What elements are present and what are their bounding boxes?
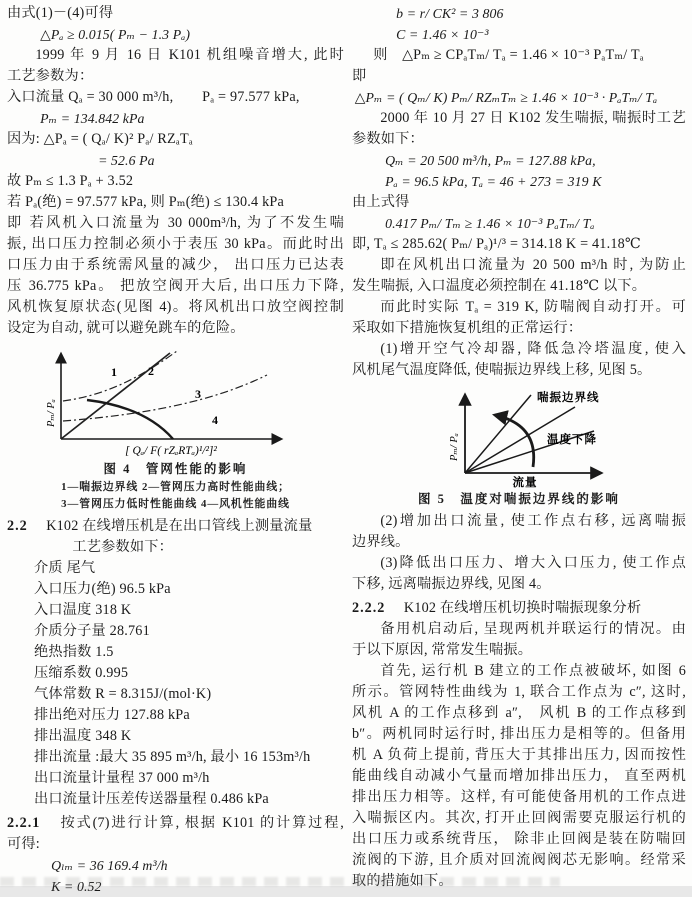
figure-4-y-axis-label: Pₘ/ Pₐ — [45, 399, 57, 427]
text-line: 1999 年 9 月 16 日 K101 机组噪音增大, 此时 — [35, 47, 344, 63]
text-line: 排出温度 348 K — [33, 728, 132, 744]
text-line: 发生喘振, 入口温度必须控制在 41.18℃ 以下。 — [352, 278, 647, 294]
text-line: 首先, 运行机 B 建立的工作点被破坏, 如图 6 — [380, 663, 686, 679]
curve-4-label: 4 — [211, 413, 218, 427]
text-line: Pₐ = 96.5 kPa, Tₐ = 46 + 273 = 319 K — [385, 174, 602, 189]
text-line: △Pₐ ≥ 0.015( Pₘ − 1.3 Pₐ) — [40, 27, 191, 42]
text-line: 工艺参数为： — [7, 68, 94, 84]
right-text-block-1 — [352, 3, 686, 381]
text-line: 而此时实际 Tₐ = 319 K, 防喘阀自动打开。可 — [380, 299, 686, 315]
text-line: 工艺参数如下： — [72, 539, 174, 555]
text-line: 绝热指数 1.5 — [33, 644, 114, 660]
text-line: 风机尾气温度降低, 使喘振边界线上移, 见图 5。 — [352, 362, 652, 378]
text-line: 入口温度 318 K — [33, 602, 132, 618]
text-line: 参数如下： — [352, 131, 424, 147]
figure-4 — [7, 345, 344, 513]
text-line: 出口压力或系统背压， 除非止回阀是装在防喘回 — [352, 831, 686, 847]
text-line: 入口流量 Qₐ = 30 000 m³/h, Pₐ = 97.577 kPa, — [7, 89, 300, 105]
text-line: (1)增开空气冷却器, 降低急冷塔温度, 使入 — [380, 341, 686, 357]
text-line: 可得: — [7, 836, 40, 852]
text-line: 故 Pₘ ≤ 1.3 Pₐ + 3.52 — [7, 173, 134, 189]
text-line: Qₗₘ = 36 169.4 m³/h — [51, 858, 168, 873]
text-line: 2.2.2 K102 在线增压机切换时喘振现象分析 — [352, 600, 642, 616]
text-line: b″。两机同时运行时, 排出压力是相等的。但备用 — [352, 726, 686, 742]
temperature-shift-arrow — [495, 415, 534, 467]
figure-5-plot — [393, 387, 645, 487]
text-line: 2.2 K102 在线增压机是在出口管线上测量流量 — [7, 518, 313, 534]
text-line: 2.2.1 按式(7)进行计算, 根据 K101 的计算过程, — [7, 815, 344, 831]
text-line: 口压力由于系统需风量的减少， 出口压力已达表 — [7, 257, 344, 273]
faint-scan-watermark — [0, 877, 560, 886]
text-line: 边界线。 — [352, 534, 410, 550]
text-line: 备用机启动后, 呈现两机并联运行的情况。由 — [380, 621, 686, 637]
text-line: 风机 A 的工作点移到 a″, 风机 B 的工作点移到 — [352, 705, 686, 721]
text-line: 气体常数 R = 8.315J/(mol·K) — [33, 686, 212, 702]
left-text-block-1 — [7, 3, 344, 339]
figure-5-caption: 图 5 温度对喘振边界线的影响 — [418, 492, 620, 506]
text-line: (2)增加出口流量, 使工作点右移, 远离喘振 — [380, 513, 686, 529]
text-line: 取的措施如下。 — [352, 873, 453, 889]
text-line: 所示。管网特性曲线为 1, 联合工作点为 c″, 这时, — [352, 684, 686, 700]
text-line: 即, Tₐ ≤ 285.62( Pₘ/ Pₐ)¹/³ = 314.18 K = 41.18℃ — [352, 236, 642, 252]
text-line: 流阀的下游, 且介质对回流阀阀芯无影响。经常采 — [352, 852, 686, 868]
text-line: 排出绝对压力 127.88 kPa — [33, 707, 190, 723]
text-line: 振, 出口压力控制必须小于表压 30 kPa。而此时出 — [7, 236, 344, 252]
text-line: 因为: △Pₐ = ( Qₐ/ K)² Pₐ/ RZₐTₐ — [7, 131, 193, 147]
text-line: 2000 年 10 月 27 日 K102 发生喘振, 喘振时工艺 — [380, 110, 686, 126]
text-line: 下移, 远离喘振边界线, 见图 4。 — [352, 576, 551, 592]
text-line: 采取如下措施恢复机组的正常运行： — [352, 320, 583, 336]
text-line: 入喘振区内。其次, 打开止回阀需要克服运行机的 — [352, 810, 686, 826]
text-line: 即在风机出口流量为 20 500 m³/h 时, 为防止 — [380, 257, 686, 273]
text-line: 压缩系数 0.995 — [33, 665, 129, 681]
curve-fan-performance — [87, 400, 173, 439]
figure-4-legend-line-2: 3—管网压力低时性能曲线 4—风机性能曲线 — [61, 498, 290, 510]
figure-4-plot — [45, 345, 307, 457]
text-line: 排出流量 :最大 35 895 m³/h, 最小 16 153m³/h — [33, 749, 311, 765]
figure-5 — [352, 387, 686, 509]
figure-5-y-axis-label: Pₘ/ Pₐ — [449, 433, 460, 461]
left-text-block-2 — [7, 516, 344, 897]
text-line: 入口压力(绝) 96.5 kPa — [33, 581, 171, 597]
text-line: 介质 尾气 — [33, 560, 96, 576]
text-line: Qₘ = 20 500 m³/h, Pₘ = 127.88 kPa, — [385, 153, 596, 168]
text-line: 则 △Pₘ ≥ CPₐTₘ/ Tₐ = 1.46 × 10⁻³ PₐTₘ/ Tₐ — [373, 47, 644, 63]
figure-4-x-axis-label: [ Qₐ/ F( rZₐRTₐ)¹/²]² — [124, 445, 217, 457]
text-line: 即 若风机入口流量为 30 000m³/h, 为了不发生喘 — [7, 215, 344, 231]
text-line: 风机恢复原状态(见图 4)。将风机出口放空阀控制 — [7, 299, 344, 315]
curve-1-label: 1 — [110, 365, 117, 379]
right-column — [352, 3, 686, 892]
text-line: 若 Pₐ(绝) = 97.577 kPa, 则 Pₘ(绝) ≤ 130.4 kPa — [7, 194, 284, 210]
curve-2-label: 2 — [147, 364, 154, 378]
text-line: 出口流量计压差传送器量程 0.486 kPa — [33, 791, 269, 807]
text-line: 即 — [352, 68, 367, 84]
figure-4-legend-line-1: 1—喘振边界线 2—管网压力高时性能曲线； — [61, 481, 290, 493]
left-column — [7, 3, 344, 897]
text-line: 介质分子量 28.761 — [33, 623, 150, 639]
text-line: 设定为自动, 就可以避免跳车的危险。 — [7, 320, 245, 336]
surge-boundary-line-cold — [465, 395, 531, 473]
text-line: C = 1.46 × 10⁻³ — [396, 27, 489, 42]
text-line: 能曲线自动减小气量而增加排出压力， 直至两机 — [352, 768, 686, 784]
text-line: 排出压力相等。这样, 有可能使备用机的工作点进 — [352, 789, 686, 805]
figure-4-caption: 图 4 管网性能的影响 — [103, 462, 248, 476]
text-line: 0.417 Pₘ/ Tₘ ≥ 1.46 × 10⁻³ PₐTₘ/ Tₐ — [385, 216, 595, 231]
text-line: 由上式得 — [352, 194, 410, 210]
text-line: 于以下原因, 常常发生喘振。 — [352, 642, 533, 658]
figure-5-x-axis-label: 流量 — [512, 477, 538, 489]
text-line: 压 36.775 kPa。 把放空阀开大后, 出口压力下降, — [7, 278, 344, 294]
text-line: △Pₘ = ( Qₘ/ K) Pₘ/ RZₘTₘ ≥ 1.46 × 10⁻³ · PₐTₘ/ Tₐ — [354, 90, 658, 105]
curve-3-label: 3 — [194, 387, 201, 401]
text-line: = 52.6 Pa — [98, 153, 155, 168]
text-line: K = 0.52 — [51, 879, 102, 894]
temperature-drop-label: 温度下降 — [547, 434, 597, 446]
text-line: b = r/ CK² = 3 806 — [396, 6, 504, 21]
text-line: 出口流量计量程 37 000 m³/h — [33, 770, 210, 786]
text-line: Pₘ = 134.842 kPa — [40, 111, 145, 126]
text-line: (3)降低出口压力、增大入口压力, 使工作点 — [380, 555, 686, 571]
surge-boundary-label: 喘振边界线 — [537, 392, 600, 404]
right-text-block-2 — [352, 511, 686, 892]
text-line: 机 A 负荷上提前, 背压大于其排出压力, 因而按性 — [352, 747, 686, 763]
text-line: 由式(1)－(4)可得 — [7, 5, 114, 21]
